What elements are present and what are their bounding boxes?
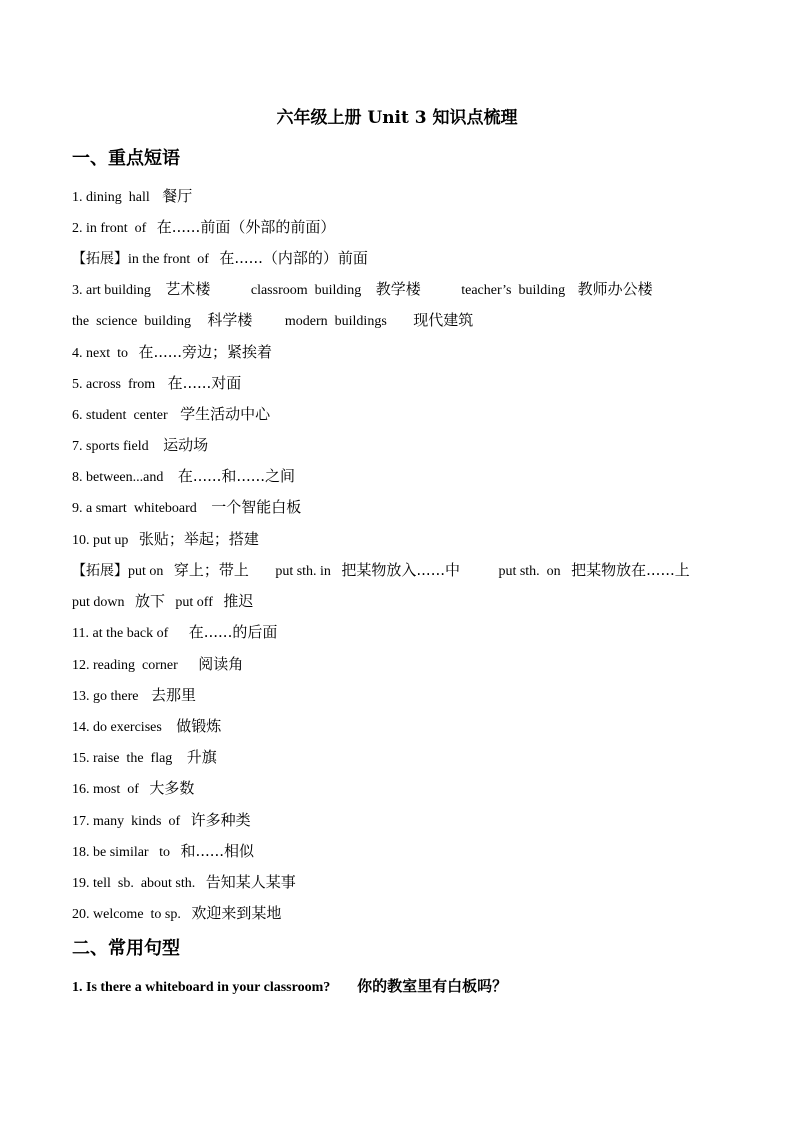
phrase-item bbox=[72, 902, 281, 924]
phrase-chinese: 运动场 bbox=[163, 436, 209, 454]
phrase-english: 16. most of bbox=[72, 782, 139, 797]
phrase-item bbox=[72, 278, 653, 300]
phrase-item bbox=[72, 871, 296, 893]
phrase-english: 7. sports field bbox=[72, 439, 149, 454]
phrase-chinese: 教学楼 bbox=[375, 280, 421, 298]
phrase-english: 2. in front of bbox=[72, 221, 147, 236]
phrase-chinese: 升旗 bbox=[186, 748, 217, 766]
phrase-chinese: 穿上；带上 bbox=[173, 561, 249, 579]
section-heading-key-phrases: 一、重点短语 bbox=[72, 148, 180, 169]
phrase-item bbox=[72, 434, 208, 456]
phrase-chinese: 现代建筑 bbox=[413, 311, 474, 329]
phrase-chinese: 把某物放入......中 bbox=[341, 561, 460, 579]
phrase-chinese: 阅读角 bbox=[198, 655, 244, 673]
phrase-english: put sth. in bbox=[275, 564, 331, 579]
phrase-item bbox=[72, 528, 259, 550]
phrase-item bbox=[72, 403, 270, 425]
phrase-chinese: 和......相似 bbox=[180, 842, 255, 860]
phrase-english: in the front of bbox=[128, 252, 209, 267]
section-heading-common-sentences: 二、常用句型 bbox=[72, 938, 180, 959]
phrase-chinese: 学生活动中心 bbox=[180, 405, 271, 423]
phrase-english: put sth. on bbox=[498, 564, 561, 579]
phrase-chinese: 餐厅 bbox=[162, 187, 193, 205]
phrase-chinese: 艺术楼 bbox=[165, 280, 211, 298]
sentence-english: 1. Is there a whiteboard in your classroom? bbox=[72, 980, 331, 995]
extension-item bbox=[72, 590, 253, 612]
phrase-english: 15. raise the flag bbox=[72, 751, 173, 766]
phrase-chinese: 在......（内部的）前面 bbox=[219, 249, 368, 267]
phrase-english: 17. many kinds of bbox=[72, 814, 181, 829]
document-title: 六年级上册 Unit 3 知识点梳理 bbox=[276, 108, 518, 128]
phrase-item bbox=[72, 621, 277, 643]
phrase-english: 14. do exercises bbox=[72, 720, 162, 735]
phrase-item bbox=[72, 684, 196, 706]
phrase-english: 11. at the back of bbox=[72, 626, 169, 641]
phrase-english: put down bbox=[72, 595, 125, 610]
phrase-english: modern buildings bbox=[284, 314, 387, 329]
phrase-chinese: 大多数 bbox=[149, 779, 195, 797]
sentence-item bbox=[72, 975, 507, 999]
phrase-chinese: 许多种类 bbox=[190, 811, 251, 829]
phrase-chinese: 张贴；举起；搭建 bbox=[138, 530, 259, 548]
phrase-chinese: 教师办公楼 bbox=[577, 280, 653, 298]
phrase-item bbox=[72, 840, 254, 862]
phrase-english: put on bbox=[128, 564, 164, 579]
extension-tag: 【拓展】 bbox=[72, 563, 128, 579]
phrase-chinese: 在......的后面 bbox=[188, 623, 278, 641]
phrase-item bbox=[72, 496, 301, 518]
phrase-english: 5. across from bbox=[72, 377, 156, 392]
phrase-english: 12. reading corner bbox=[72, 658, 178, 673]
phrase-chinese: 欢迎来到某地 bbox=[191, 904, 282, 922]
phrase-english: 9. a smart whiteboard bbox=[72, 501, 197, 516]
phrase-english: 6. student center bbox=[72, 408, 168, 423]
phrase-english: 20. welcome to sp. bbox=[72, 907, 181, 922]
sentence-chinese: 你的教室里有白板吗？ bbox=[357, 977, 508, 995]
phrase-chinese: 推迟 bbox=[223, 592, 254, 610]
phrase-chinese: 科学楼 bbox=[207, 311, 253, 329]
phrase-item bbox=[72, 746, 217, 768]
phrase-english: the science building bbox=[72, 314, 191, 329]
phrase-english: 13. go there bbox=[72, 689, 139, 704]
phrase-chinese: 告知某人某事 bbox=[205, 873, 296, 891]
phrase-english: classroom building bbox=[250, 283, 362, 298]
phrase-english: 4. next to bbox=[72, 346, 128, 361]
phrase-item bbox=[72, 216, 335, 238]
extension-item bbox=[72, 247, 368, 269]
phrase-english: 8. between...and bbox=[72, 470, 164, 485]
phrase-english: 1. dining hall bbox=[72, 190, 150, 205]
phrase-chinese: 去那里 bbox=[150, 686, 196, 704]
phrase-item bbox=[72, 309, 473, 331]
phrase-english: 10. put up bbox=[72, 533, 129, 548]
phrase-item bbox=[72, 653, 243, 675]
phrase-item bbox=[72, 715, 221, 737]
phrase-item bbox=[72, 777, 194, 799]
phrase-english: put off bbox=[175, 595, 213, 610]
phrase-item bbox=[72, 341, 272, 363]
phrase-item bbox=[72, 809, 251, 831]
phrase-chinese: 在......旁边；紧挨着 bbox=[138, 343, 273, 361]
phrase-item bbox=[72, 185, 192, 207]
phrase-english: 3. art building bbox=[72, 283, 151, 298]
phrase-chinese: 放下 bbox=[134, 592, 165, 610]
extension-item bbox=[72, 559, 690, 581]
phrase-chinese: 把某物放在......上 bbox=[571, 561, 690, 579]
phrase-english: 18. be similar to bbox=[72, 845, 170, 860]
phrase-chinese: 做锻炼 bbox=[176, 717, 222, 735]
phrase-english: teacher’s building bbox=[461, 283, 566, 298]
phrase-chinese: 在......对面 bbox=[167, 374, 242, 392]
phrase-chinese: 在......前面（外部的前面） bbox=[156, 218, 336, 236]
phrase-chinese: 在......和......之间 bbox=[177, 467, 296, 485]
phrase-english: 19. tell sb. about sth. bbox=[72, 876, 196, 891]
extension-tag: 【拓展】 bbox=[72, 251, 128, 267]
phrase-item bbox=[72, 372, 241, 394]
phrase-item bbox=[72, 465, 295, 487]
phrase-chinese: 一个智能白板 bbox=[211, 498, 302, 516]
